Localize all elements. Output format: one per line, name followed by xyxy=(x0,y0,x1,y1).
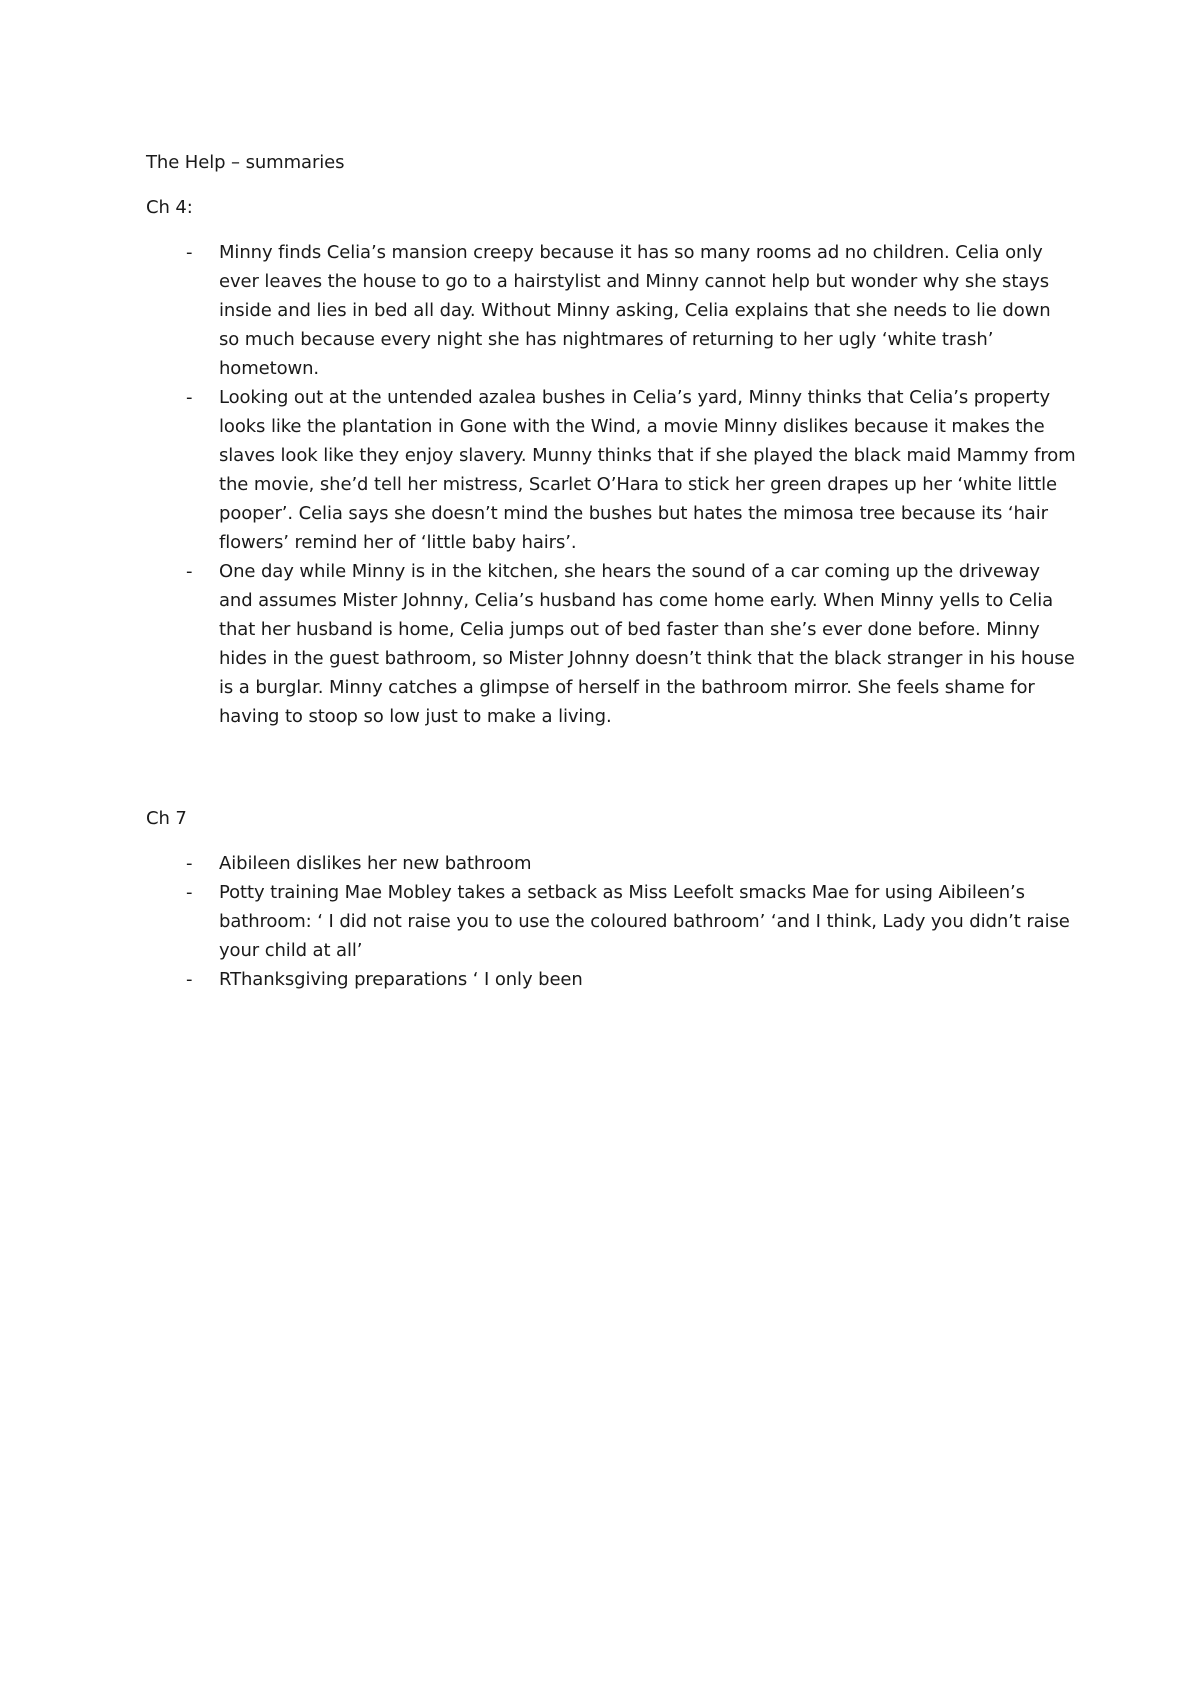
document-title: The Help – summaries xyxy=(146,152,345,173)
bullet-dash: - xyxy=(186,853,193,874)
bullet-text: RThanksgiving preparations ‘ I only been xyxy=(219,969,583,990)
list-item xyxy=(146,849,1076,878)
bullet-dash: - xyxy=(186,242,193,263)
chapter-4-bullet-list xyxy=(146,238,1076,731)
bullet-text: One day while Minny is in the kitchen, she hears the sound of a car coming up the driveway and assumes Mister Johnny, Celia’s husband has come home early. When Minny yells to Celia that her husband is home, Celia jumps out of bed faster than she’s ever done before. Minny hides in the guest bathroom, so Mister Johnny doesn’t think that the black stranger in his house is a burglar. Minny catches a glimpse of herself in the bathroom mirror. She feels shame for having to stoop so low just to make a living. xyxy=(219,561,1075,727)
bullet-text: Aibileen dislikes her new bathroom xyxy=(219,853,532,874)
bullet-text: Minny finds Celia’s mansion creepy because it has so many rooms ad no children. Celia only ever leaves the house to go to a hairstylist and Minny cannot help but wonder why she stays inside and lies in bed all day. Without Minny asking, Celia explains that she needs to lie down so much because every night she has nightmares of returning to her ugly ‘white trash’ hometown. xyxy=(219,242,1051,379)
bullet-dash: - xyxy=(186,882,193,903)
list-item xyxy=(146,965,1076,994)
bullet-text: Looking out at the untended azalea bushes in Celia’s yard, Minny thinks that Celia’s property looks like the plantation in Gone with the Wind, a movie Minny dislikes because it makes the slaves look like they enjoy slavery. Munny thinks that if she played the black maid Mammy from the movie, she’d tell her mistress, Scarlet O’Hara to stick her green drapes up her ‘white little pooper’. Celia says she doesn’t mind the bushes but hates the mimosa tree because its ‘hair flowers’ remind her of ‘little baby hairs’. xyxy=(219,387,1076,553)
list-item xyxy=(146,238,1076,383)
list-item xyxy=(146,878,1076,965)
chapter-7-bullet-list xyxy=(146,849,1076,994)
document-content xyxy=(146,148,1076,994)
bullet-dash: - xyxy=(186,387,193,408)
bullet-dash: - xyxy=(186,969,193,990)
list-item xyxy=(146,383,1076,557)
bullet-dash: - xyxy=(186,561,193,582)
chapter-7-section xyxy=(146,804,1076,994)
chapter-4-section xyxy=(146,193,1076,731)
chapter-4-heading: Ch 4: xyxy=(146,197,193,218)
list-item xyxy=(146,557,1076,731)
bullet-text: Potty training Mae Mobley takes a setback as Miss Leefolt smacks Mae for using Aibileen’s bathroom: ‘ I did not raise you to use the coloured bathroom’ ‘and I think, Lady you didn’t raise your child at all’ xyxy=(219,882,1070,961)
chapter-7-heading: Ch 7 xyxy=(146,808,187,829)
